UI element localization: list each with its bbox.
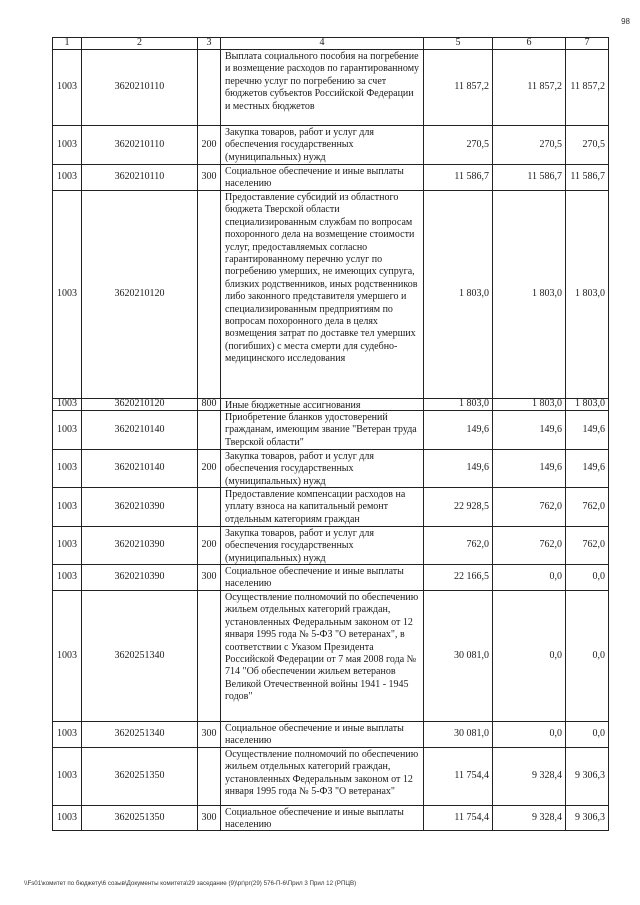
row-amount-col6: 149,6 (492, 450, 565, 487)
row-target-code: 3620210140 (81, 450, 197, 487)
row-description: Осуществление полномочий по обеспечению жильем отдельных категорий граждан, установленных Федеральным законом от 12 января 1995 года № 5-ФЗ "О ветеранах" (220, 748, 423, 805)
row-section-code: 1003 (52, 722, 81, 747)
row-expense-type: 200 (197, 126, 220, 164)
row-section-code: 1003 (52, 748, 81, 805)
row-target-code: 3620210140 (81, 411, 197, 449)
row-amount-col6: 762,0 (492, 527, 565, 564)
row-amount-col5: 30 081,0 (423, 591, 492, 721)
row-description: Выплата социального пособия на погребение и возмещение расходов по гарантированному перечню услуг по погребению за счет бюджетов субъектов Российской Федерации и местных бюджетов (220, 50, 423, 125)
table-body (52, 50, 609, 831)
row-description: Предоставление субсидий из областного бюджета Тверской области специализированным службам по вопросам похоронного дела на возмещение стоимости услуг, предоставляемых согласно гарантированному перечню услуг по погребению умерших, не имеющих супруга, близких родственников, иных родственников либо законного представителя умершего и специализированным предприятиям по вопросам похоронного дела в целях возмещения затрат по доставке тел умерших (погибших) с места смерти для судебно-медицинского исследования (220, 191, 423, 398)
row-description: Социальное обеспечение и иные выплаты населению (220, 565, 423, 590)
row-section-code: 1003 (52, 50, 81, 125)
column-header: 7 (565, 38, 609, 49)
row-amount-col7: 0,0 (565, 722, 609, 747)
row-amount-col7: 270,5 (565, 126, 609, 164)
row-target-code: 3620210110 (81, 50, 197, 125)
table-row (52, 191, 609, 399)
row-description: Приобретение бланков удостоверений гражданам, имеющим звание "Ветеран труда Тверской области" (220, 411, 423, 449)
row-expense-type (197, 411, 220, 449)
table-row (52, 806, 609, 831)
row-amount-col7: 149,6 (565, 411, 609, 449)
row-expense-type: 300 (197, 806, 220, 830)
table-row (52, 165, 609, 191)
row-description: Социальное обеспечение и иные выплаты населению (220, 165, 423, 190)
row-expense-type: 300 (197, 165, 220, 190)
row-amount-col5: 11 586,7 (423, 165, 492, 190)
row-amount-col6: 149,6 (492, 411, 565, 449)
column-header: 6 (492, 38, 565, 49)
row-amount-col5: 762,0 (423, 527, 492, 564)
row-section-code: 1003 (52, 527, 81, 564)
row-description: Иные бюджетные ассигнования (220, 399, 423, 410)
row-amount-col7: 149,6 (565, 450, 609, 487)
row-expense-type (197, 488, 220, 526)
table-row (52, 126, 609, 165)
row-amount-col5: 30 081,0 (423, 722, 492, 747)
row-amount-col7: 11 586,7 (565, 165, 609, 190)
row-expense-type (197, 591, 220, 721)
row-section-code: 1003 (52, 591, 81, 721)
row-description: Закупка товаров, работ и услуг для обеспечения государственных (муниципальных) нужд (220, 126, 423, 164)
row-target-code: 3620210120 (81, 191, 197, 398)
row-amount-col6: 9 328,4 (492, 748, 565, 805)
column-header: 5 (423, 38, 492, 49)
row-target-code: 3620210390 (81, 488, 197, 526)
row-amount-col5: 22 166,5 (423, 565, 492, 590)
row-amount-col6: 9 328,4 (492, 806, 565, 830)
table-row (52, 527, 609, 565)
row-description: Социальное обеспечение и иные выплаты населению (220, 722, 423, 747)
table-row (52, 748, 609, 806)
row-expense-type (197, 191, 220, 398)
row-target-code: 3620251340 (81, 591, 197, 721)
row-amount-col5: 11 857,2 (423, 50, 492, 125)
row-amount-col6: 11 586,7 (492, 165, 565, 190)
row-target-code: 3620210390 (81, 527, 197, 564)
table-row (52, 591, 609, 722)
row-description: Закупка товаров, работ и услуг для обеспечения государственных (муниципальных) нужд (220, 527, 423, 564)
row-amount-col5: 149,6 (423, 411, 492, 449)
row-target-code: 3620210110 (81, 126, 197, 164)
row-amount-col5: 11 754,4 (423, 748, 492, 805)
row-amount-col7: 762,0 (565, 527, 609, 564)
table-row (52, 488, 609, 527)
row-target-code: 3620210120 (81, 399, 197, 410)
row-amount-col7: 1 803,0 (565, 191, 609, 398)
table-row (52, 50, 609, 126)
row-description: Осуществление полномочий по обеспечению жильем отдельных категорий граждан, установленных Федеральным законом от 12 января 1995 года № 5-ФЗ "О ветеранах", в соответствии с Указом Президента Российской Федерации от 7 мая 2008 года № 714 "Об обеспечении жильем ветеранов Великой Отечественной войны 1941 - 1945 годов" (220, 591, 423, 721)
row-amount-col7: 9 306,3 (565, 748, 609, 805)
row-target-code: 3620210390 (81, 565, 197, 590)
table-row (52, 411, 609, 450)
table-row (52, 450, 609, 488)
row-amount-col7: 762,0 (565, 488, 609, 526)
row-expense-type (197, 748, 220, 805)
table-row (52, 722, 609, 748)
column-header: 2 (81, 38, 197, 49)
row-amount-col6: 1 803,0 (492, 191, 565, 398)
row-description: Социальное обеспечение и иные выплаты населению (220, 806, 423, 830)
column-header: 3 (197, 38, 220, 49)
table-header-row (52, 37, 609, 50)
row-amount-col5: 22 928,5 (423, 488, 492, 526)
row-amount-col6: 762,0 (492, 488, 565, 526)
column-header: 4 (220, 38, 423, 49)
row-amount-col5: 270,5 (423, 126, 492, 164)
row-expense-type: 200 (197, 450, 220, 487)
column-header: 1 (52, 38, 81, 49)
row-amount-col7: 9 306,3 (565, 806, 609, 830)
row-section-code: 1003 (52, 806, 81, 830)
row-amount-col7: 1 803,0 (565, 399, 609, 410)
row-target-code: 3620251350 (81, 806, 197, 830)
row-amount-col5: 1 803,0 (423, 399, 492, 410)
row-amount-col7: 0,0 (565, 565, 609, 590)
row-section-code: 1003 (52, 488, 81, 526)
row-amount-col6: 270,5 (492, 126, 565, 164)
row-amount-col6: 0,0 (492, 722, 565, 747)
budget-table (52, 37, 609, 831)
table-row (52, 565, 609, 591)
row-section-code: 1003 (52, 126, 81, 164)
row-amount-col6: 0,0 (492, 591, 565, 721)
row-section-code: 1003 (52, 165, 81, 190)
row-amount-col5: 11 754,4 (423, 806, 492, 830)
row-section-code: 1003 (52, 411, 81, 449)
row-amount-col7: 11 857,2 (565, 50, 609, 125)
row-expense-type (197, 50, 220, 125)
row-amount-col7: 0,0 (565, 591, 609, 721)
row-amount-col5: 149,6 (423, 450, 492, 487)
row-expense-type: 200 (197, 527, 220, 564)
row-description: Предоставление компенсации расходов на уплату взноса на капитальный ремонт отдельным категориям граждан (220, 488, 423, 526)
row-amount-col6: 0,0 (492, 565, 565, 590)
row-section-code: 1003 (52, 450, 81, 487)
row-target-code: 3620210110 (81, 165, 197, 190)
row-expense-type: 300 (197, 565, 220, 590)
file-path-footer: \\Fs01\комитет по бюджету\6 созыв\Документы комитета\29 заседание (9)\рг\рг(29) 576-П-6\Прил 3 Прил 12 (РПЦВ) (24, 880, 357, 887)
table-row (52, 399, 609, 411)
row-expense-type: 800 (197, 399, 220, 410)
row-target-code: 3620251350 (81, 748, 197, 805)
row-section-code: 1003 (52, 191, 81, 398)
row-expense-type: 300 (197, 722, 220, 747)
row-amount-col6: 11 857,2 (492, 50, 565, 125)
row-amount-col5: 1 803,0 (423, 191, 492, 398)
row-section-code: 1003 (52, 565, 81, 590)
page-number: 98 (621, 17, 630, 26)
row-description: Закупка товаров, работ и услуг для обеспечения государственных (муниципальных) нужд (220, 450, 423, 487)
row-target-code: 3620251340 (81, 722, 197, 747)
row-amount-col6: 1 803,0 (492, 399, 565, 410)
row-section-code: 1003 (52, 399, 81, 410)
